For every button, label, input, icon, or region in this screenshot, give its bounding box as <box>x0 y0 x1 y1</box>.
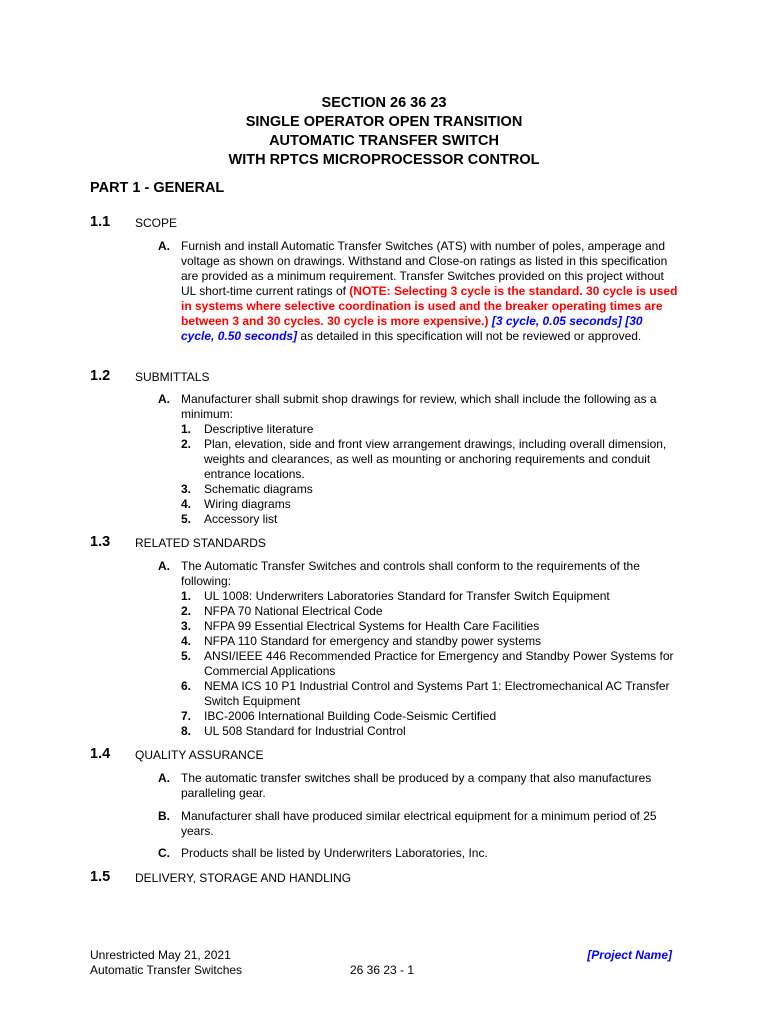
scope-options: [3 cycle, 0.05 seconds] [30 cycle, 0.50 seconds] <box>181 314 643 343</box>
article-number-1-2: 1.2 <box>90 368 111 384</box>
list-item-number: 5. <box>181 649 192 663</box>
list-item-number: 4. <box>181 634 192 648</box>
scope-paragraph-a <box>158 239 678 344</box>
standards-text: The Automatic Transfer Switches and controls shall conform to the requirements of the following: <box>181 559 640 588</box>
list-item <box>181 619 678 634</box>
list-item-number: 1. <box>181 422 192 436</box>
standards-list <box>158 589 678 739</box>
list-item-number: 8. <box>181 724 192 738</box>
list-item-text: UL 1008: Underwriters Laboratories Standard for Transfer Switch Equipment <box>204 589 610 603</box>
list-item <box>181 482 678 497</box>
list-item-text: NEMA ICS 10 P1 Industrial Control and Systems Part 1: Electromechanical AC Transfer Switch Equipment <box>204 679 670 708</box>
paragraph-letter: A. <box>158 771 170 785</box>
list-item-text: NFPA 110 Standard for emergency and standby power systems <box>204 634 542 648</box>
quality-text-c: Products shall be listed by Underwriters Laboratories, Inc. <box>181 846 488 860</box>
list-item-number: 4. <box>181 497 192 511</box>
submittals-list <box>158 422 678 527</box>
submittals-text: Manufacturer shall submit shop drawings for review, which shall include the following as a minimum: <box>181 392 657 421</box>
scope-text-1: Furnish and install Automatic Transfer Switches (ATS) with number of poles, amperage and voltage as shown on drawings. Withstand and Close-on ratings as listed in this specification are provided as a minimum requirement. Transfer Switches provided on this project without UL short-time current ratings of <box>181 239 668 298</box>
quality-text-a: The automatic transfer switches shall be produced by a company that also manufactures paralleling gear. <box>181 771 652 800</box>
article-number-1-5: 1.5 <box>90 869 111 885</box>
article-number-1-3: 1.3 <box>90 534 111 550</box>
list-item-text: ANSI/IEEE 446 Recommended Practice for Emergency and Standby Power Systems for Commercial Applications <box>204 649 674 678</box>
list-item-text: Accessory list <box>204 512 278 526</box>
list-item <box>181 649 678 679</box>
section-number: SECTION 26 36 23 <box>321 95 447 111</box>
list-item-number: 1. <box>181 589 192 603</box>
list-item-text: Schematic diagrams <box>204 482 313 496</box>
list-item-text: Wiring diagrams <box>204 497 291 511</box>
article-title-quality-assurance: QUALITY ASSURANCE <box>135 748 264 762</box>
list-item <box>181 604 678 619</box>
quality-paragraph-c <box>158 846 678 861</box>
section-title-line-3: AUTOMATIC TRANSFER SWITCH <box>269 133 499 149</box>
paragraph-letter: C. <box>158 846 170 860</box>
article-title-related-standards: RELATED STANDARDS <box>135 536 266 550</box>
list-item <box>181 497 678 512</box>
list-item-text: UL 508 Standard for Industrial Control <box>204 724 406 738</box>
article-number-1-4: 1.4 <box>90 746 111 762</box>
section-title-line-2: SINGLE OPERATOR OPEN TRANSITION <box>245 114 523 130</box>
list-item <box>181 709 678 724</box>
quality-paragraph-a <box>158 771 678 801</box>
list-item <box>181 679 678 709</box>
footer-date: Unrestricted May 21, 2021 <box>90 948 231 962</box>
footer-doc-title: Automatic Transfer Switches <box>90 963 243 977</box>
list-item-text: Descriptive literature <box>204 422 314 436</box>
article-title-scope: SCOPE <box>135 216 178 230</box>
list-item-number: 2. <box>181 604 192 618</box>
list-item-text: NFPA 70 National Electrical Code <box>204 604 383 618</box>
list-item <box>181 589 678 604</box>
list-item-text: IBC-2006 International Building Code-Seismic Certified <box>204 709 497 723</box>
quality-paragraph-b <box>158 809 678 839</box>
article-title-delivery: DELIVERY, STORAGE AND HANDLING <box>135 871 352 885</box>
list-item <box>181 724 678 739</box>
paragraph-letter: A. <box>158 392 170 406</box>
paragraph-letter: A. <box>158 239 170 253</box>
quality-text-b: Manufacturer shall have produced similar electrical equipment for a minimum period of 25 years. <box>181 809 657 838</box>
article-number-1-1: 1.1 <box>90 214 111 230</box>
list-item-text: Plan, elevation, side and front view arrangement drawings, including overall dimension, weights and clearances, as well as mounting or anchoring requirements and conduit entrance locations. <box>204 437 667 481</box>
standards-paragraph-a <box>158 559 678 739</box>
list-item <box>181 437 678 482</box>
list-item <box>181 512 678 527</box>
list-item-number: 7. <box>181 709 192 723</box>
paragraph-letter: A. <box>158 559 170 573</box>
section-title-line-4: WITH RPTCS MICROPROCESSOR CONTROL <box>228 152 540 168</box>
part-heading: PART 1 - GENERAL <box>90 180 225 196</box>
article-title-submittals: SUBMITTALS <box>135 370 210 384</box>
footer-project-name: [Project Name] <box>587 948 672 962</box>
footer-page-number: 26 36 23 - 1 <box>350 963 415 977</box>
list-item-number: 3. <box>181 619 192 633</box>
list-item <box>181 422 678 437</box>
list-item-number: 2. <box>181 437 192 451</box>
list-item-text: NFPA 99 Essential Electrical Systems for Health Care Facilities <box>204 619 540 633</box>
list-item <box>181 634 678 649</box>
section-title <box>0 94 768 170</box>
paragraph-letter: B. <box>158 809 170 823</box>
list-item-number: 3. <box>181 482 192 496</box>
scope-note: (NOTE: Selecting 3 cycle is the standard. 30 cycle is used in systems where selective coordination is used and the breaker operating times are between 3 and 30 cycles. 30 cycle is more expensive.) <box>181 284 678 328</box>
list-item-number: 6. <box>181 679 192 693</box>
scope-text-2: as detailed in this specification will not be reviewed or approved. <box>297 329 642 343</box>
list-item-number: 5. <box>181 512 192 526</box>
submittals-paragraph-a <box>158 392 678 527</box>
